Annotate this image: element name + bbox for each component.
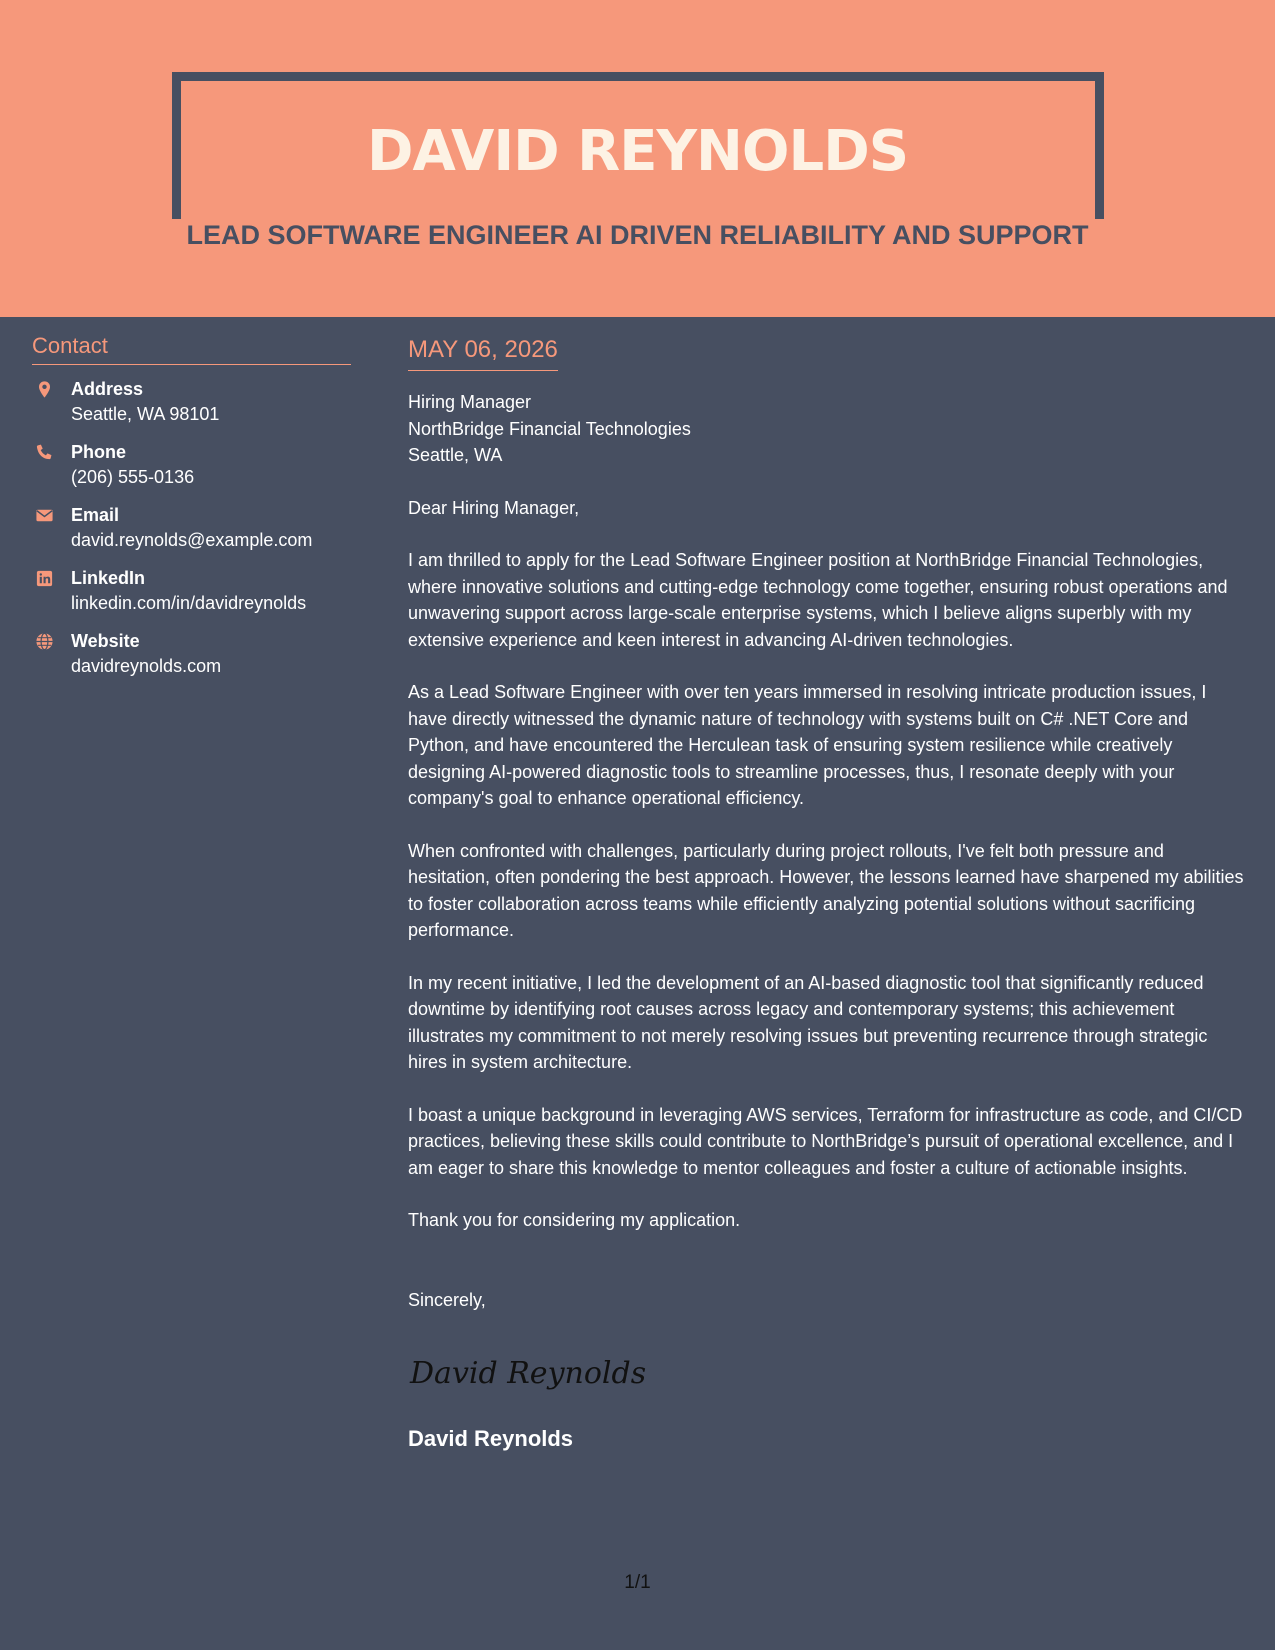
thank-you-line: Thank you for considering my application. — [408, 1210, 741, 1230]
recipient-line: Hiring Manager — [408, 392, 532, 412]
recipient-block — [408, 389, 1248, 469]
svg-text:David Reynolds: David Reynolds — [410, 1356, 647, 1391]
paragraph: As a Lead Software Engineer with over ten years immersed in resolving intricate production issues, I have directly witnessed the dynamic nature of technology with systems built on C# .NET Core and Python, and have encountered the Herculean task of ensuring system resilience while creatively designing AI-powered diagnostic tools to streamline processes, thus, I resonate deeply with your company's goal to enhance operational efficiency. — [408, 682, 1207, 808]
contact-item-address — [32, 377, 351, 440]
contact-label: Website — [71, 631, 140, 651]
email-value[interactable]: david.reynolds@example.com — [71, 530, 313, 550]
website-value[interactable]: davidreynolds.com — [71, 656, 222, 676]
closing: Sincerely, — [408, 1289, 486, 1310]
globe-icon — [35, 632, 54, 651]
paragraph: I boast a unique background in leveraging AWS services, Terraform for infrastructure as code, and CI/CD practices, believing these skills could contribute to NorthBridge’s pursuit of operational excellence, and I am eager to share this knowledge to mentor colleagues and foster a culture of actionable insights. — [408, 1104, 1243, 1178]
letter-date: MAY 06, 2026 — [408, 333, 558, 371]
recipient-company: NorthBridge Financial Technologies — [408, 418, 691, 439]
letter-body — [408, 333, 1248, 1454]
linkedin-icon — [35, 569, 54, 588]
paragraph: When confronted with challenges, particularly during project rollouts, I've felt both pressure and hesitation, often pondering the best approach. However, the lessons learned have sharpened my abilities to foster collaboration across teams while efficiently analyzing potential solutions without sacrificing performance. — [408, 840, 1244, 940]
envelope-icon — [35, 506, 54, 525]
header-banner — [0, 0, 1275, 317]
contact-item-email — [32, 503, 351, 566]
linkedin-value[interactable]: linkedin.com/in/davidreynolds — [71, 593, 307, 613]
contact-heading: Contact — [32, 330, 351, 365]
contact-label: Address — [71, 379, 144, 399]
contact-label: LinkedIn — [71, 568, 146, 588]
salutation: Dear Hiring Manager, — [408, 497, 580, 518]
address-value: Seattle, WA 98101 — [71, 404, 220, 424]
signer-name: David Reynolds — [408, 1426, 574, 1451]
contact-list — [32, 377, 351, 692]
paragraph: I am thrilled to apply for the Lead Software Engineer position at NorthBridge Financial Technologies, where innovative solutions and cutting-edge technology come together, ensuring robust operations and unwavering support across large-scale enterprise systems, which I believe aligns superbly with my extensive experience and keen interest in advancing AI-driven technologies. — [408, 550, 1228, 650]
page-number: 1/1 — [624, 1572, 651, 1593]
contact-sidebar — [32, 330, 351, 692]
phone-icon — [35, 443, 54, 462]
applicant-name: DAVID REYNOLDS — [366, 119, 909, 184]
paragraph: In my recent initiative, I led the development of an AI-based diagnostic tool that significantly reduced downtime by identifying root causes across legacy and contemporary systems; this achievement illustrates my commitment to not merely resolving issues but preventing recurrence through strategic hires in system architecture. — [408, 972, 1208, 1072]
phone-value: (206) 555-0136 — [71, 467, 195, 487]
job-title: LEAD SOFTWARE ENGINEER AI DRIVEN RELIABILITY AND SUPPORT — [186, 220, 1089, 250]
map-pin-icon — [35, 380, 54, 399]
signature-image — [408, 1347, 648, 1397]
recipient-location: Seattle, WA — [408, 445, 503, 465]
contact-label: Phone — [71, 442, 127, 462]
contact-item-linkedin — [32, 566, 351, 629]
contact-label: Email — [71, 505, 120, 525]
contact-item-website — [32, 629, 351, 692]
contact-item-phone — [32, 440, 351, 503]
